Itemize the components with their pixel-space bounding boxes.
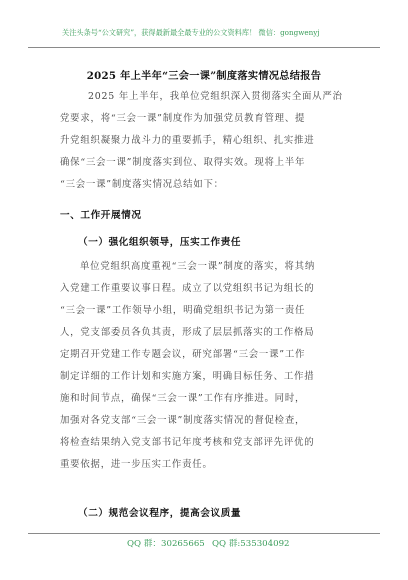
paragraph-line: 入党建工作重要议事日程。成立了以党组织书记为组长的 [60, 283, 315, 294]
intro-paragraph [60, 86, 351, 196]
paragraph-line: 重要依据，进一步压实工作责任。 [60, 459, 213, 470]
paragraph-line: 将检查结果纳入党支部书记年度考核和党支部评先评优的 [60, 437, 315, 448]
document-title: 2025 年上半年“三会一课”制度落实情况总结报告 [86, 70, 322, 82]
subsection-heading: （一）强化组织领导，压实工作责任 [78, 237, 242, 248]
header-banner: 关注头条号“公文研究”，获得最新最全最专业的公文资料库！ 微信：gongwenyj [62, 28, 320, 37]
intro-line: 升党组织凝聚力战斗力的重要抓手，精心组织、扎实推进 [60, 135, 315, 146]
section-heading: 一、工作开展情况 [60, 210, 142, 221]
paragraph-line: 人，党支部委员各负其责，形成了层层抓落实的工作格局 [60, 327, 315, 338]
footer-qq-group: QQ 群:535304092 [212, 539, 290, 549]
paragraph-line: 施和时间节点，确保“三会一课”工作有序推进。同时， [60, 393, 306, 404]
intro-line: 确保“三会一课”制度落实到位、取得实效。现将上半年 [60, 157, 306, 168]
footer-qq-group: QQ 群：30265665 [127, 539, 205, 549]
paragraph-line: 加强对各党支部“三会一课”制度落实情况的督促检查， [60, 415, 306, 426]
intro-line: “三会一课”制度落实情况总结如下： [60, 179, 224, 190]
subsection-heading: （二）规范会议程序，提高会议质量 [78, 508, 242, 519]
paragraph-line: 定期召开党建工作专题会议，研究部署“三会一课”工作 [60, 349, 306, 360]
intro-line: 党要求，将“三会一课”制度作为加强党员教育管理、提 [60, 113, 306, 124]
paragraph-line: “三会一课”工作领导小组，明确党组织书记为第一责任 [60, 305, 306, 316]
paragraph-line: 单位党组织高度重视“三会一课”制度的落实，将其纳 [80, 261, 316, 272]
header-divider [28, 47, 380, 48]
paragraph-line: 制定详细的工作计划和实施方案，明确目标任务、工作措 [60, 371, 315, 382]
footer-divider [28, 533, 380, 534]
intro-line: 2025 年上半年，我单位党组织深入贯彻落实全面从严治 [88, 91, 343, 102]
subsection-paragraph [60, 256, 351, 476]
